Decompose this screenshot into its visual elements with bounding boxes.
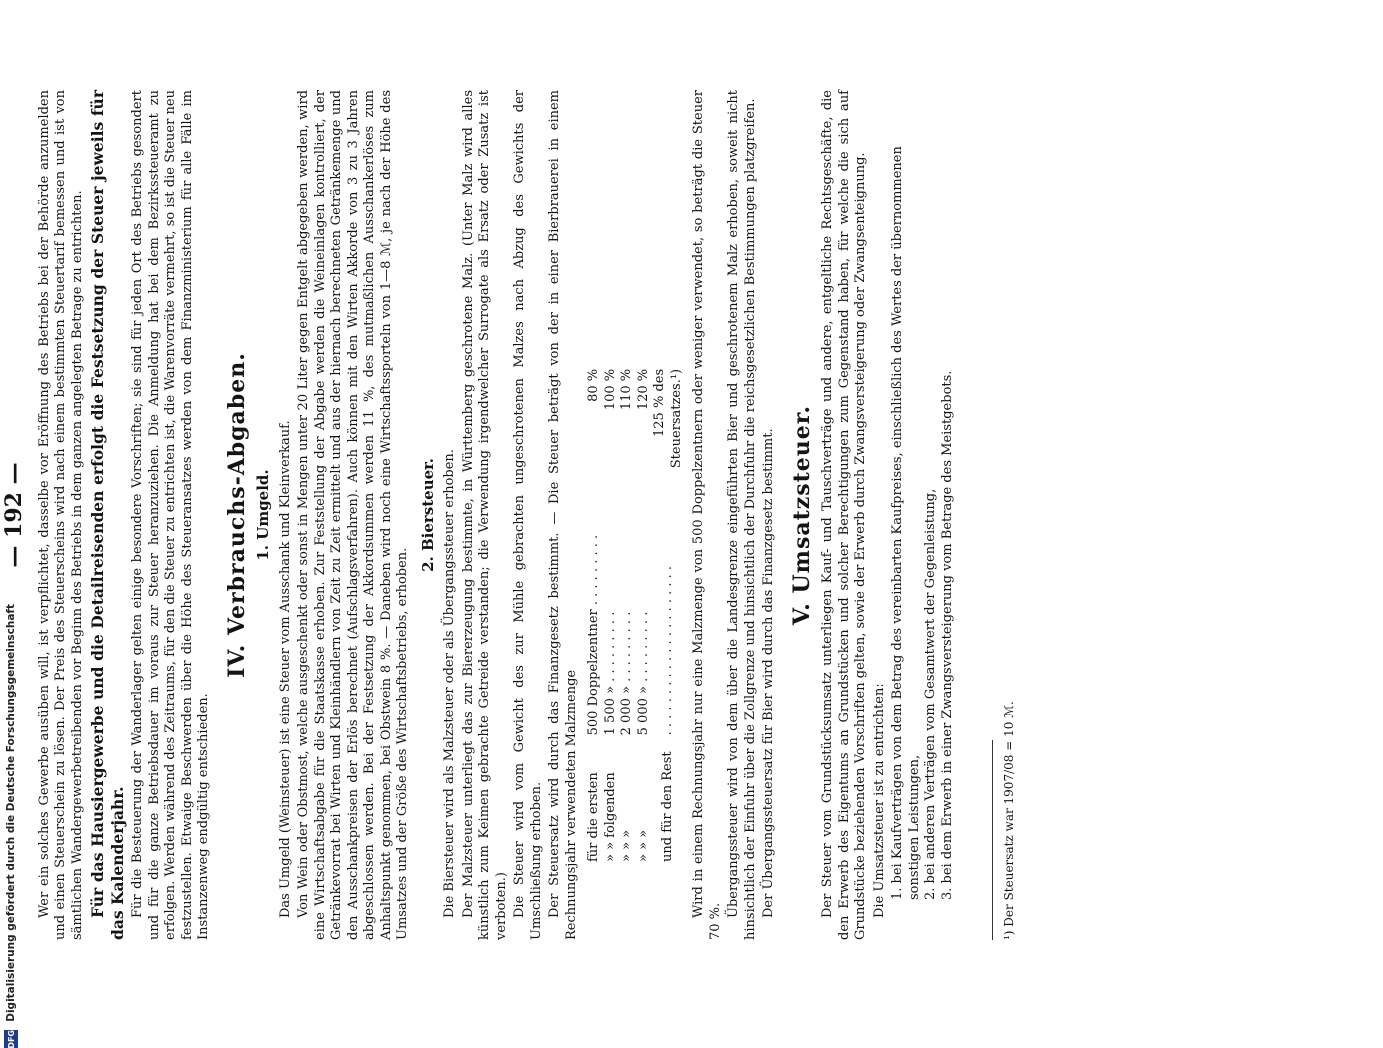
- umsatzsteuer-paragraph-2: Die Umsatzsteuer ist zu entrichten:: [871, 683, 887, 918]
- rate-amount: . . . . . . . . . . . . . . . . . . . . .: [660, 565, 676, 736]
- rate-amount: 500 Doppelzentner . . . . . . . . .: [586, 534, 601, 736]
- footnote: ¹) Der Steuersatz war 1907/08 = 10 ℳ.: [1002, 701, 1016, 940]
- biersteuer-paragraph-3: Die Steuer wird vom Gewicht des zur Mühle gebrachten ungeschrotenen Malzes nach Abzug des Gewichts der Umschließung erhoben.: [512, 90, 544, 940]
- rate-label: für die ersten: [586, 772, 601, 862]
- subsection-title-biersteuer: 2. Biersteuer.: [418, 458, 437, 572]
- table-row: [586, 361, 603, 870]
- subsection-title-umgeld: 1. Umgeld.: [254, 469, 272, 561]
- rate-percent: 120 %: [635, 368, 651, 411]
- rate-amount: 1 500 » . . . . . . . . .: [602, 611, 618, 736]
- rate-percent: 100 %: [602, 368, 618, 411]
- umsatzsteuer-paragraph-1: Der Steuer vom Grundstücksumsatz unterliegen Kauf- und Tauschverträge und andere, entgeltliche Rechtsgeschäfte, die den Erwerb des Eigentums an Grundstücken und solcher Berechtigungen zum Gegenstand haben, für welche die sich auf Grundstücke beziehenden Vorschriften gelten, sowie der Erwerb durch Zwangsversteigerung oder Zwangsenteignung.: [820, 90, 868, 940]
- section-title-verbrauchsabgaben: IV. Verbrauchs-Abgaben.: [223, 352, 250, 678]
- malzsteuer-rate-table: [586, 361, 685, 870]
- attribution-strip: [4, 0, 18, 1048]
- rate-label: und für den Rest: [660, 751, 676, 862]
- umsatzsteuer-list: [890, 90, 956, 900]
- attribution-text: Digitalisierung gefördert durch die Deutsche Forschungsgemeinschaft: [5, 604, 17, 1022]
- dfg-logo: [4, 1030, 18, 1048]
- lead-paragraph: Für das Hausiergewerbe und die Detailreisenden erfolgt die Festsetzung der Steuer jeweils für das Kalenderjahr.: [88, 90, 127, 940]
- footnote-divider: [992, 740, 993, 940]
- biersteuer-paragraph-4: Der Steuersatz wird durch das Finanzgesetz bestimmt. — Die Steuer beträgt von der in einer Bierbrauerei in einem Rechnungsjahr verwendeten Malzmenge: [547, 90, 579, 940]
- table-row: [603, 361, 620, 870]
- wanderlager-paragraph: Für die Besteuerung der Wanderlager gelten einige besondere Vorschriften; sie sind für jeden Ort des Betriebs gesondert und für die ganze Betriebsdauer im voraus zur Steuer heranzuziehen. Die Anmeldung hat bei dem Bezirkssteueramt zu erfolgen. Werden während des Zeitraums, für den die Steuer zu entrichten ist, die Warenvorräte vermehrt, so ist die Steuer neu festzustellen. Etwaige Beschwerden über die Höhe des Steueransatzes werden von dem Finanzministerium für alle Fälle im Instanzenweg endgültig entschieden.: [130, 90, 211, 940]
- table-row: [619, 361, 636, 870]
- page-number: — 192 —: [1, 462, 27, 568]
- biersteuer-paragraph-1: Die Biersteuer wird als Malzsteuer oder als Übergangssteuer erhoben.: [442, 449, 457, 918]
- biersteuer-paragraph-2: Der Malzsteuer unterliegt das zur Biererzeugung bestimmte, in Württemberg geschrotene Malz. (Unter Malz wird alles künstlich zum Keimen gebrachte Getreide verstanden; die Verwendung irgendwelcher Surrogate als Ersatz oder Zusatz ist verboten.): [460, 90, 509, 940]
- list-item: 3. bei dem Erwerb in einer Zwangsversteigerung vom Betrage des Meistgebots.: [939, 370, 955, 900]
- list-item: 1. bei Kaufverträgen von dem Betrag des vereinbarten Kaufpreises, einschließlich des Wertes der übernommenen sonstigen Leistungen,: [890, 146, 922, 900]
- section-title-umsatzsteuer: V. Umsatzsteuer.: [788, 404, 815, 626]
- table-row: [636, 361, 653, 870]
- biersteuer-paragraph-5: Wird in einem Rechnungsjahr nur eine Malzmenge von 500 Doppelzentnern oder weniger verwendet, so beträgt die Steuer 70 %.: [691, 90, 723, 940]
- list-item: 2. bei anderen Verträgen vom Gesamtwert der Gegenleistung,: [923, 488, 938, 900]
- rate-amount: 5 000 » . . . . . . . . .: [635, 611, 651, 736]
- rate-percent: 125 % des Steuersatzes.¹): [652, 368, 684, 469]
- rate-label: » » »: [619, 829, 634, 862]
- opening-paragraph: Wer ein solches Gewerbe ausüben will, ist verpflichtet, dasselbe vor Eröffnung des Betriebs bei der Behörde anzumelden und einen Steuerschein zu lösen. Der Preis des Steuerscheins wird nach einem bestimmten Steuertarif bemessen und ist von sämtlichen Wandergewerbetreibenden vor Beginn des Betriebs in dem ganzen angelegten Betrage zu entrichten.: [36, 90, 85, 940]
- rate-label: » » »: [635, 829, 651, 862]
- umgeld-paragraph-2: Von Wein oder Obstmost, welche ausgeschenkt oder sonst in Mengen unter 20 Liter gegen Entgelt abgegeben werden, wird eine Wirtschaftsabgabe für die Staatskasse erhoben. Zur Feststellung der Abgabe werden die Weineinlagen kontrolliert, der Getränkevorrat bei Wirten und Kleinhändlern von Zeit zu Zeit ermittelt und aus der hiernach berechneten Getränkemenge und den Ausschankpreisen der Erlös berechnet (Aufschlagsverfahren). Auch können mit den Wirten Akkorde von 3 zu 3 Jahren abgeschlossen werden. Bei der Festsetzung der Akkordsummen werden 11 %, des mutmaßlichen Ausschankerlöses zum Anhaltspunkt genommen, bei Obstwein 8 %. — Daneben wird noch eine Wirtschaftssporteln von 1—8 ℳ, je nach der Höhe des Umsatzes und der Größe des Wirtschaftsbetriebs, erhoben.: [296, 90, 410, 940]
- biersteuer-paragraph-7: Der Übergangssteuersatz für Bier wird durch das Finanzgesetz bestimmt.: [761, 428, 776, 918]
- dfg-logo-text: DFG: [6, 1029, 16, 1048]
- umgeld-paragraph-1: Das Umgeld (Weinsteuer) ist eine Steuer vom Ausschank und Kleinverkauf.: [277, 420, 293, 918]
- table-row: [652, 361, 685, 870]
- rate-amount: 2 000 » . . . . . . . . .: [619, 611, 634, 736]
- biersteuer-paragraph-6: Übergangssteuer wird von dem über die Landesgrenze eingeführten Bier und geschrotenem Malz erhoben, soweit nicht hinsichtlich der Einfuhr über die Zollgrenze und hinsichtlich der Durchfuhr die reichsgesetzlichen Bestimmungen platzgreifen.: [726, 90, 758, 940]
- rate-percent: 110 %: [619, 368, 634, 411]
- rate-label: » » folgenden: [602, 772, 618, 862]
- rate-percent: 80 %: [586, 368, 601, 402]
